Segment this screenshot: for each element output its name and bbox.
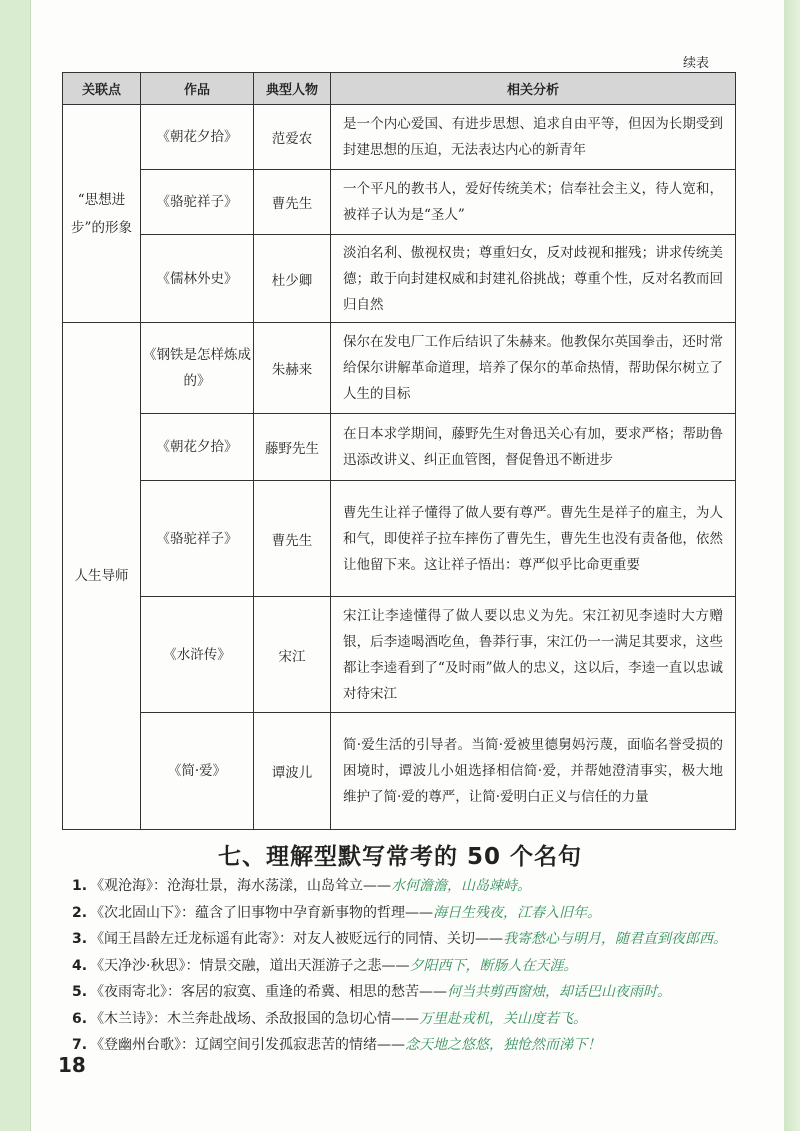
work-cell: 《简·爱》 bbox=[141, 713, 254, 830]
table-row bbox=[63, 414, 736, 481]
item-answer: 海日生残夜，江春入旧年。 bbox=[433, 904, 602, 921]
item-prompt: 《次北固山下》：蕴含了旧事物中孕育新事物的哲理—— bbox=[90, 904, 434, 921]
person-cell: 曹先生 bbox=[254, 481, 331, 597]
relation-cell: “思想进步”的形象 bbox=[63, 105, 141, 323]
item-answer: 念天地之悠悠，独怆然而涕下！ bbox=[405, 1037, 602, 1053]
item-prompt: 《观沧海》：沧海壮景，海水荡漾，山岛耸立—— bbox=[90, 878, 392, 894]
list-item bbox=[72, 1006, 772, 1033]
table-row bbox=[63, 597, 736, 713]
analysis-cell: 是一个内心爱国、有进步思想、追求自由平等，但因为长期受到封建思想的压迫，无法表达内心的新青年 bbox=[331, 105, 736, 170]
list-item bbox=[72, 900, 772, 927]
item-prompt: 《闻王昌龄左迁龙标遥有此寄》：对友人被贬远行的同情、关切—— bbox=[90, 931, 504, 947]
table-row bbox=[63, 105, 736, 170]
analysis-cell: 宋江让李逵懂得了做人要以忠义为先。宋江初见李逵时大方赠银，后李逵喝酒吃鱼，鲁莽行事，宋江仍一一满足其要求，这些都让李逵看到了“及时雨”做人的忠义，这以后，李逵一直以忠诚对待宋江 bbox=[331, 597, 736, 713]
person-cell: 朱赫来 bbox=[254, 323, 331, 414]
analysis-cell: 一个平凡的教书人，爱好传统美术；信奉社会主义，待人宽和，被祥子认为是“圣人” bbox=[331, 170, 736, 235]
header-person: 典型人物 bbox=[254, 73, 331, 105]
work-cell: 《儒林外史》 bbox=[141, 235, 254, 323]
item-answer: 何当共剪西窗烛，却话巴山夜雨时。 bbox=[447, 984, 672, 1000]
analysis-table bbox=[62, 72, 736, 830]
analysis-cell: 保尔在发电厂工作后结识了朱赫来。他教保尔英国拳击，还时常给保尔讲解革命道理，培养了保尔的革命热情，帮助保尔树立了人生的目标 bbox=[331, 323, 736, 414]
item-answer: 我寄愁心与明月，随君直到夜郎西。 bbox=[503, 931, 728, 947]
table-header-row bbox=[63, 73, 736, 105]
relation-cell: 人生导师 bbox=[63, 323, 141, 830]
list-item bbox=[72, 926, 772, 953]
list-item bbox=[72, 979, 772, 1006]
work-cell: 《水浒传》 bbox=[141, 597, 254, 713]
item-answer: 夕阳西下，断肠人在天涯。 bbox=[409, 957, 578, 974]
person-cell: 宋江 bbox=[254, 597, 331, 713]
header-relation: 关联点 bbox=[63, 73, 141, 105]
list-item bbox=[72, 873, 772, 900]
item-number: 1. bbox=[72, 878, 88, 894]
quote-list bbox=[72, 873, 772, 1059]
page-number: 18 bbox=[58, 1053, 86, 1077]
item-number: 2. bbox=[72, 904, 88, 921]
item-prompt: 《天净沙·秋思》：情景交融，道出天涯游子之悲—— bbox=[90, 957, 410, 974]
item-prompt: 《夜雨寄北》：客居的寂寞、重逢的希冀、相思的愁苦—— bbox=[90, 984, 448, 1000]
person-cell: 谭波儿 bbox=[254, 713, 331, 830]
person-cell: 藤野先生 bbox=[254, 414, 331, 481]
analysis-cell: 淡泊名利、傲视权贵；尊重妇女，反对歧视和摧残；讲求传统美德；敢于向封建权威和封建礼俗挑战；尊重个性，反对名教而回归自然 bbox=[331, 235, 736, 323]
table-row bbox=[63, 170, 736, 235]
item-number: 4. bbox=[72, 957, 88, 974]
continued-label: 续表 bbox=[683, 56, 710, 71]
work-cell: 《朝花夕拾》 bbox=[141, 105, 254, 170]
work-cell: 《骆驼祥子》 bbox=[141, 481, 254, 597]
item-number: 5. bbox=[72, 984, 88, 1000]
analysis-cell: 简·爱生活的引导者。当简·爱被里德舅妈污蔑，面临名誉受损的困境时，谭波儿小姐选择相信简·爱，并帮她澄清事实，极大地维护了简·爱的尊严，让简·爱明白正义与信任的力量 bbox=[331, 713, 736, 830]
item-prompt: 《登幽州台歌》：辽阔空间引发孤寂悲苦的情绪—— bbox=[90, 1037, 406, 1053]
item-number: 3. bbox=[72, 931, 88, 947]
person-cell: 范爱农 bbox=[254, 105, 331, 170]
person-cell: 曹先生 bbox=[254, 170, 331, 235]
table-row bbox=[63, 235, 736, 323]
work-cell: 《骆驼祥子》 bbox=[141, 170, 254, 235]
table-row bbox=[63, 323, 736, 414]
item-number: 7. bbox=[72, 1037, 88, 1053]
list-item bbox=[72, 1032, 772, 1059]
person-cell: 杜少卿 bbox=[254, 235, 331, 323]
work-cell: 《朝花夕拾》 bbox=[141, 414, 254, 481]
header-analysis: 相关分析 bbox=[331, 73, 736, 105]
item-number: 6. bbox=[72, 1010, 88, 1027]
item-answer: 水何澹澹，山岛竦峙。 bbox=[391, 878, 532, 894]
item-answer: 万里赴戎机，关山度若飞。 bbox=[419, 1010, 588, 1027]
analysis-cell: 曹先生让祥子懂得了做人要有尊严。曹先生是祥子的雇主，为人和气，即使祥子拉车摔伤了曹先生，曹先生也没有责备他，依然让他留下来。这让祥子悟出：尊严似乎比命更重要 bbox=[331, 481, 736, 597]
section-title: 七、理解型默写常考的 50 个名句 bbox=[217, 844, 583, 870]
analysis-cell: 在日本求学期间，藤野先生对鲁迅关心有加，要求严格；帮助鲁迅添改讲义、纠正血管图，督促鲁迅不断进步 bbox=[331, 414, 736, 481]
table-row bbox=[63, 713, 736, 830]
table-row bbox=[63, 481, 736, 597]
work-cell: 《钢铁是怎样炼成的》 bbox=[141, 323, 254, 414]
list-item bbox=[72, 953, 772, 980]
page-edge bbox=[784, 0, 800, 1131]
header-work: 作品 bbox=[141, 73, 254, 105]
item-prompt: 《木兰诗》：木兰奔赴战场、杀敌报国的急切心情—— bbox=[90, 1010, 420, 1027]
